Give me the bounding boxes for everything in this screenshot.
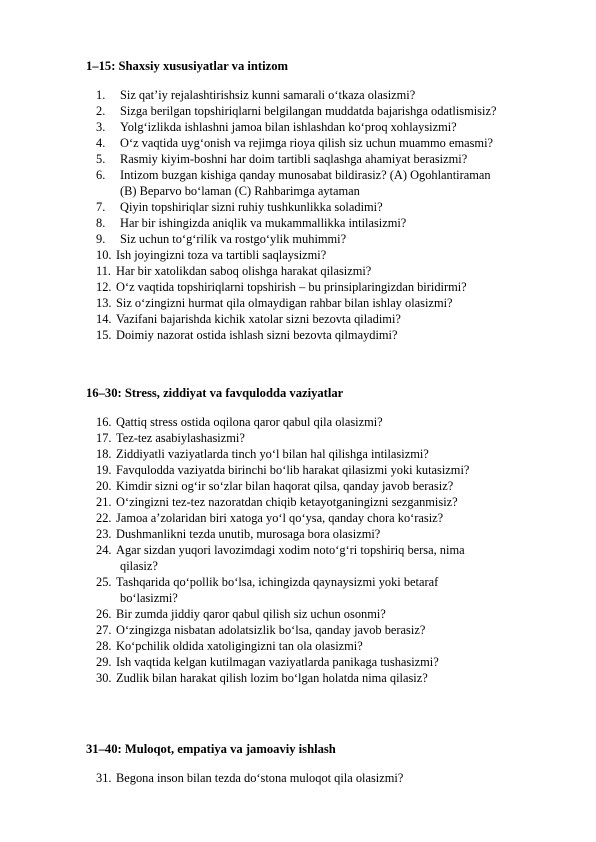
question-item-1 [96,87,566,103]
question-number: 9. [96,232,106,246]
question-number: 6. [96,168,106,182]
question-text: Ish vaqtida kelgan kutilmagan vaziyatlarda panikaga tushasizmi? [116,655,439,669]
question-item-12 [96,279,566,295]
question-text: O‘z vaqtida topshiriqlarni topshirish – bu prinsiplaringizdan biridirmi? [116,280,467,294]
question-number: 18. [96,447,112,461]
question-list-1 [96,87,566,343]
question-item-29 [96,654,566,670]
question-number: 29. [96,655,112,669]
question-item-27 [96,622,566,638]
question-number: 22. [96,511,112,525]
question-number: 27. [96,623,112,637]
question-text: Tashqarida qo‘pollik bo‘lsa, ichingizda qaynaysizmi yoki betaraf [116,575,439,589]
question-item-21 [96,494,566,510]
question-text: Har bir ishingizda aniqlik va mukammallikka intilasizmi? [120,216,407,230]
question-text: Zudlik bilan harakat qilish lozim bo‘lgan holatda nima qilasiz? [116,671,428,685]
question-number: 14. [96,312,112,326]
question-number: 21. [96,495,112,509]
question-number: 23. [96,527,112,541]
question-item-9 [96,231,566,247]
question-item-20 [96,478,566,494]
question-text: Sizga berilgan topshiriqlarni belgilangan muddatda bajarishga odatlismisiz? [120,104,497,118]
section-title-3: 31–40: Muloqot, empatiya va jamoaviy ishlash [86,742,336,756]
question-text: Tez-tez asabiylashasizmi? [116,431,245,445]
question-text: Agar sizdan yuqori lavozimdagi xodim noto‘g‘ri topshiriq bersa, nima [116,543,465,557]
question-number: 19. [96,463,112,477]
question-text: Qattiq stress ostida oqilona qaror qabul qila olasizmi? [116,415,383,429]
question-number: 1. [96,88,106,102]
question-number: 30. [96,671,112,685]
question-item-16 [96,414,566,430]
question-number: 7. [96,200,106,214]
question-item-8 [96,215,566,231]
question-list-3 [96,770,566,786]
question-number: 4. [96,136,106,150]
question-item-28 [96,638,566,654]
question-item-5 [96,151,566,167]
question-text: Vazifani bajarishda kichik xatolar sizni bezovta qiladimi? [116,312,401,326]
question-text: O‘zingizga nisbatan adolatsizlik bo‘lsa, qanday javob berasiz? [116,623,426,637]
section-title-2: 16–30: Stress, ziddiyat va favqulodda vaziyatlar [86,386,344,400]
question-item-6 [96,167,566,183]
question-item-26 [96,606,566,622]
question-text: Ko‘pchilik oldida xatoligingizni tan ola olasizmi? [116,639,363,653]
question-item-23 [96,526,566,542]
question-text: Intizom buzgan kishiga qanday munosabat bildirasiz? (A) Ogohlantiraman [120,168,491,182]
question-number: 25. [96,575,112,589]
question-number: 8. [96,216,106,230]
question-text: Ish joyingizni toza va tartibli saqlaysizmi? [116,248,327,262]
question-number: 24. [96,543,112,557]
question-item-17 [96,430,566,446]
question-item-13 [96,295,566,311]
question-text: Har bir xatolikdan saboq olishga harakat qilasizmi? [116,264,372,278]
question-number: 12. [96,280,112,294]
question-text-continuation: qilasiz? [120,559,158,573]
question-item-10 [96,247,566,263]
question-text: O‘z vaqtida uyg‘onish va rejimga rioya qilish siz uchun muammo emasmi? [120,136,494,150]
question-number: 26. [96,607,112,621]
question-text: Qiyin topshiriqlar sizni ruhiy tushkunlikka soladimi? [120,200,383,214]
question-text: Favqulodda vaziyatda birinchi bo‘lib harakat qilasizmi yoki kutasizmi? [116,463,470,477]
question-text: Begona inson bilan tezda do‘stona muloqot qila olasizmi? [116,771,404,785]
question-item-24 [96,542,566,558]
question-text: Jamoa a’zolaridan biri xatoga yo‘l qo‘ysa, qanday chora ko‘rasiz? [116,511,444,525]
question-item-18 [96,446,566,462]
question-list-2 [96,414,566,686]
question-number: 2. [96,104,106,118]
question-text: Siz qat’iy rejalashtirishsiz kunni samarali o‘tkaza olasizmi? [120,88,416,102]
question-item-22 [96,510,566,526]
question-text: Yolg‘izlikda ishlashni jamoa bilan ishlashdan ko‘proq xohlaysizmi? [120,120,457,134]
question-number: 13. [96,296,112,310]
question-item-30 [96,670,566,686]
question-item-31 [96,770,566,786]
question-text: Doimiy nazorat ostida ishlash sizni bezovta qilmaydimi? [116,328,398,342]
question-number: 5. [96,152,106,166]
question-item-2 [96,103,566,119]
question-number: 16. [96,415,112,429]
question-number: 15. [96,328,112,342]
question-number: 31. [96,771,112,785]
question-number: 3. [96,120,106,134]
question-number: 28. [96,639,112,653]
question-number: 20. [96,479,112,493]
question-text-continuation: bo‘lasizmi? [120,591,178,605]
question-item-14 [96,311,566,327]
question-text: Siz uchun to‘g‘rilik va rostgo‘ylik muhimmi? [120,232,347,246]
question-item-4 [96,135,566,151]
question-text: Kimdir sizni og‘ir so‘zlar bilan haqorat qilsa, qanday javob berasiz? [116,479,454,493]
section-title-1: 1–15: Shaxsiy xususiyatlar va intizom [86,59,288,73]
question-item-11 [96,263,566,279]
question-number: 10. [96,248,112,262]
question-item-15 [96,327,566,343]
question-text: Bir zumda jiddiy qaror qabul qilish siz uchun osonmi? [116,607,386,621]
question-text: O‘zingizni tez-tez nazoratdan chiqib ketayotganingizni sezganmisiz? [116,495,458,509]
question-text-continuation: (B) Beparvo bo‘laman (C) Rahbarimga aytaman [120,184,360,198]
question-item-19 [96,462,566,478]
question-text: Siz o‘zingizni hurmat qila olmaydigan rahbar bilan ishlay olasizmi? [116,296,453,310]
question-number: 11. [96,264,112,278]
question-number: 17. [96,431,112,445]
question-text: Ziddiyatli vaziyatlarda tinch yo‘l bilan hal qilishga intilasizmi? [116,447,429,461]
question-item-25 [96,574,566,590]
question-item-7 [96,199,566,215]
question-text: Rasmiy kiyim-boshni har doim tartibli saqlashga ahamiyat berasizmi? [120,152,468,166]
question-item-3 [96,119,566,135]
question-text: Dushmanlikni tezda unutib, murosaga bora olasizmi? [116,527,381,541]
